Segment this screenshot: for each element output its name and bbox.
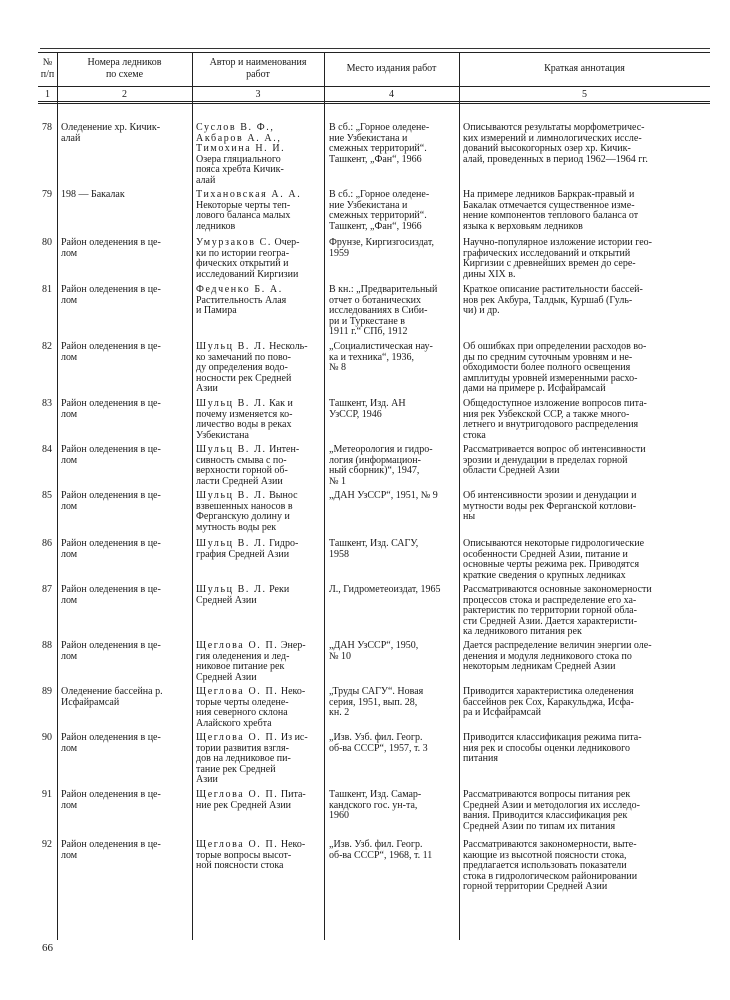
author-work [196, 285, 323, 317]
author-name: Шульц В. Л. [196, 341, 267, 352]
glacier-ref: 198 — Бакалак [61, 189, 125, 200]
work-title: Очер- ки по истории геогра- фических открытий и исследований Киргизии [196, 237, 300, 280]
work-title: Как и почему изменяется ко- личество воды в реках Узбекистана [196, 398, 293, 441]
author-name: Щеглова О. П. [196, 839, 279, 850]
column-rule [57, 52, 58, 940]
work-title: Из ис- тории развития взгля- дов на ледниковое пи- тание рек Средней Азии [196, 732, 308, 786]
publication-place: „Труды САГУ“. Новая серия, 1951, вып. 28, кн. 2 [329, 686, 424, 719]
glacier-ref: Оледенение хр. Кичик- алай [61, 122, 161, 144]
entry-number: 80 [42, 237, 52, 248]
header-annotation: Краткая аннотация [544, 63, 625, 74]
work-title: Несколь- ко замечаний по пово- ду определения водо- носности рек Средней Азии [196, 341, 308, 395]
annotation: Научно-популярное изложение истории гео- графических исследований и открытий Киргизии с древнейших времен до сере- дины XIX в. [463, 237, 652, 280]
author-name: Шульц В. Л. [196, 538, 267, 549]
header-place: Место издания работ [346, 63, 437, 74]
work-title: Неко- торые вопросы высот- ной поясности стока [196, 839, 306, 872]
index-divider-upper [38, 101, 710, 102]
entry-number: 81 [42, 284, 52, 295]
entry-number: 86 [42, 538, 52, 549]
entry-number: 84 [42, 444, 52, 455]
publication-place: В сб.: „Горное оледене- ние Узбекистана и смежных территорий“. Ташкент, „Фан“, 1966 [329, 122, 430, 165]
author-work [196, 790, 323, 811]
author-name: Щеглова О. П. [196, 686, 279, 697]
column-index: 4 [389, 89, 394, 100]
work-title: Гидро- графия Средней Азии [196, 538, 299, 560]
glacier-ref: Район оледенения в це- лом [61, 789, 161, 811]
publication-place: „Социалистическая нау- ка и техника“, 1936, № 8 [329, 341, 433, 374]
publication-place: Ташкент, Изд. Самар- кандского гос. ун-та, 1960 [329, 789, 422, 822]
author-name: Федченко Б. А. [196, 284, 283, 295]
entry-number: 89 [42, 686, 52, 697]
author-work [196, 733, 323, 786]
entry-number: 88 [42, 640, 52, 651]
glacier-ref: Район оледенения в це- лом [61, 284, 161, 306]
glacier-ref: Оледенение бассейна р. Исфайрамсай [61, 686, 163, 708]
entry-number: 90 [42, 732, 52, 743]
publication-place: Л., Гидрометеоиздат, 1965 [329, 584, 441, 595]
glacier-ref: Район оледенения в це- лом [61, 444, 161, 466]
work-title: Неко- торые черты оледене- ния северного склона Алайского хребта [196, 686, 306, 729]
author-work [196, 687, 323, 729]
author-name: Шульц В. Л. [196, 490, 267, 501]
annotation: На примере ледников Баркрак-правый и Бакалак отмечается существенное изме- нение компонентов теплового баланса от языка к верховьям ледников [463, 189, 639, 232]
column-index: 5 [582, 89, 587, 100]
author-name: Шульц В. Л. [196, 398, 267, 409]
publication-place: „ДАН УзССР“, 1951, № 9 [329, 490, 438, 501]
glacier-ref: Район оледенения в це- лом [61, 538, 161, 560]
annotation: Приводится характеристика оледенения бассейнов рек Сох, Каракульджа, Исфа- ра и Исфайрамсай [463, 686, 634, 719]
author-name: Щеглова О. П. [196, 640, 279, 651]
glacier-ref: Район оледенения в це- лом [61, 584, 161, 606]
glacier-ref: Район оледенения в це- лом [61, 237, 161, 259]
glacier-ref: Район оледенения в це- лом [61, 640, 161, 662]
author-name: Суслов В. Ф., Акбаров А. А., Тимохина Н. И. [196, 122, 286, 155]
publication-place: В сб.: „Горное оледене- ние Узбекистана и смежных территорий“. Ташкент, „Фан“, 1966 [329, 189, 430, 232]
author-name: Щеглова О. П. [196, 732, 279, 743]
author-work [196, 840, 323, 872]
author-work [196, 491, 323, 533]
work-title: Некоторые черты теп- лового баланса малых ледников [196, 199, 291, 232]
entry-number: 83 [42, 398, 52, 409]
entry-number: 85 [42, 490, 52, 501]
author-name: Тихановская А. А. [196, 189, 302, 200]
annotation: Рассматриваются закономерности, выте- кающие из высотной поясности стока, предлагается использовать показатели стока в гидрологическом районировании горной территории Средней Азии [463, 839, 638, 893]
annotation: Описываются некоторые гидрологические особенности Средней Азии, питание и основные черты режима рек. Приводятся краткие сведения о крупных ледниках [463, 538, 645, 581]
author-name: Шульц В. Л. [196, 584, 267, 595]
index-divider-lower [38, 103, 710, 104]
publication-place: „Метеорология и гидро- логия (информацион- ный сборник)“, 1947, № 1 [329, 444, 433, 487]
glacier-ref: Район оледенения в це- лом [61, 839, 161, 861]
author-name: Шульц В. Л. [196, 444, 267, 455]
header-glaciers: Номера ледников по схеме [87, 57, 162, 80]
column-index: 1 [45, 89, 50, 100]
entry-number: 79 [42, 189, 52, 200]
column-rule [459, 52, 460, 940]
top-rule [40, 48, 710, 49]
work-title: Пита- ние рек Средней Азии [196, 789, 306, 811]
header-divider [38, 86, 710, 87]
author-work [196, 238, 323, 280]
annotation: Краткое описание растительности бассей- нов рек Акбура, Талдык, Куршаб (Гуль- чи) и др. [463, 284, 643, 317]
column-rule [192, 52, 193, 940]
author-work [196, 399, 323, 441]
column-index: 2 [122, 89, 127, 100]
author-work [196, 123, 323, 187]
glacier-ref: Район оледенения в це- лом [61, 398, 161, 420]
author-work [196, 641, 323, 683]
work-title: Вынос взвешенных наносов в Ферганскую долину и мутность воды рек [196, 490, 298, 533]
author-work [196, 585, 323, 606]
author-work [196, 445, 323, 487]
publication-place: Ташкент, Изд. АН УзССР, 1946 [329, 398, 406, 420]
header-number: № п/п [40, 57, 55, 80]
publication-place: Ташкент, Изд. САГУ, 1958 [329, 538, 419, 560]
table-top-border [38, 52, 710, 53]
annotation: Рассматриваются вопросы питания рек Средней Азии и методология их исследо- вания. Приводится классификация рек Средней Азии по типам их питания [463, 789, 640, 832]
publication-place: „Изв. Узб. фил. Геогр. об-ва СССР“, 1968, т. 11 [329, 839, 433, 861]
author-work [196, 539, 323, 560]
annotation: Приводится классификация режима пита- ния рек и способы оценки ледникового питания [463, 732, 642, 765]
work-title: Растительность Алая и Памира [196, 294, 287, 317]
publication-place: В кн.: „Предварительный отчет о ботанических исследованиях в Сиби- ри и Туркестане в 1911 г.“ СПб, 1912 [329, 284, 438, 338]
entry-number: 87 [42, 584, 52, 595]
author-name: Умурзаков С. [196, 237, 272, 248]
annotation: Описываются результаты морфометричес- ких измерений и лимнологических иссле- дований высокогорных озер хр. Кичик- алай, проведенных в период 1962—1964 гг. [463, 122, 648, 165]
annotation: Об ошибках при определении расходов во- ды по средним суточным уровням и не- обходимости более полного освещения амплитуды уровней измеренными расхо- дами на примере р. Исфайрамсай [463, 341, 647, 395]
column-rule [324, 52, 325, 940]
entry-number: 92 [42, 839, 52, 850]
entry-number: 82 [42, 341, 52, 352]
annotation: Об интенсивности эрозии и денудации и мутности воды рек Ферганской котлови- ны [463, 490, 637, 523]
work-title: Интен- сивность смыва с по- верхности горной об- ласти Средней Азии [196, 444, 300, 487]
annotation: Рассматриваются основные закономерности процессов стока и распределение его ха- рактеристик по территории горной обла- сти Средней Азии. Дается характеристи- ка ледникового питания рек [463, 584, 652, 638]
author-work [196, 342, 323, 395]
glacier-ref: Район оледенения в це- лом [61, 732, 161, 754]
annotation: Общедоступное изложение вопросов пита- ния рек Узбекской ССР, а также много- летнего и внутригодового распределения стока [463, 398, 647, 441]
work-title: Энер- гия оледенения и лед- никовое питание рек Средней Азии [196, 640, 306, 683]
entry-number: 91 [42, 789, 52, 800]
work-title: Озера гляциального пояса хребта Кичик- алай [196, 153, 284, 186]
publication-place: Фрунзе, Киргизгосиздат, 1959 [329, 237, 434, 259]
entry-number: 78 [42, 122, 52, 133]
annotation: Дается распределение величин энергии оле- денения и модуля ледникового стока по некоторым ледникам Средней Азии [463, 640, 652, 673]
work-title: Реки Средней Азии [196, 584, 290, 606]
page-number: 66 [42, 942, 53, 954]
annotation: Рассматривается вопрос об интенсивности эрозии и денудации в пределах горной области Средней Азии [463, 444, 646, 477]
author-name: Щеглова О. П. [196, 789, 279, 800]
column-index: 3 [255, 89, 261, 100]
glacier-ref: Район оледенения в це- лом [61, 490, 161, 512]
publication-place: „ДАН УзССР“, 1950, № 10 [329, 640, 419, 662]
publication-place: „Изв. Узб. фил. Геогр. об-ва СССР“, 1957, т. 3 [329, 732, 428, 754]
header-author: Автор и наименования работ [209, 57, 307, 80]
author-work [196, 190, 323, 232]
glacier-ref: Район оледенения в це- лом [61, 341, 161, 363]
